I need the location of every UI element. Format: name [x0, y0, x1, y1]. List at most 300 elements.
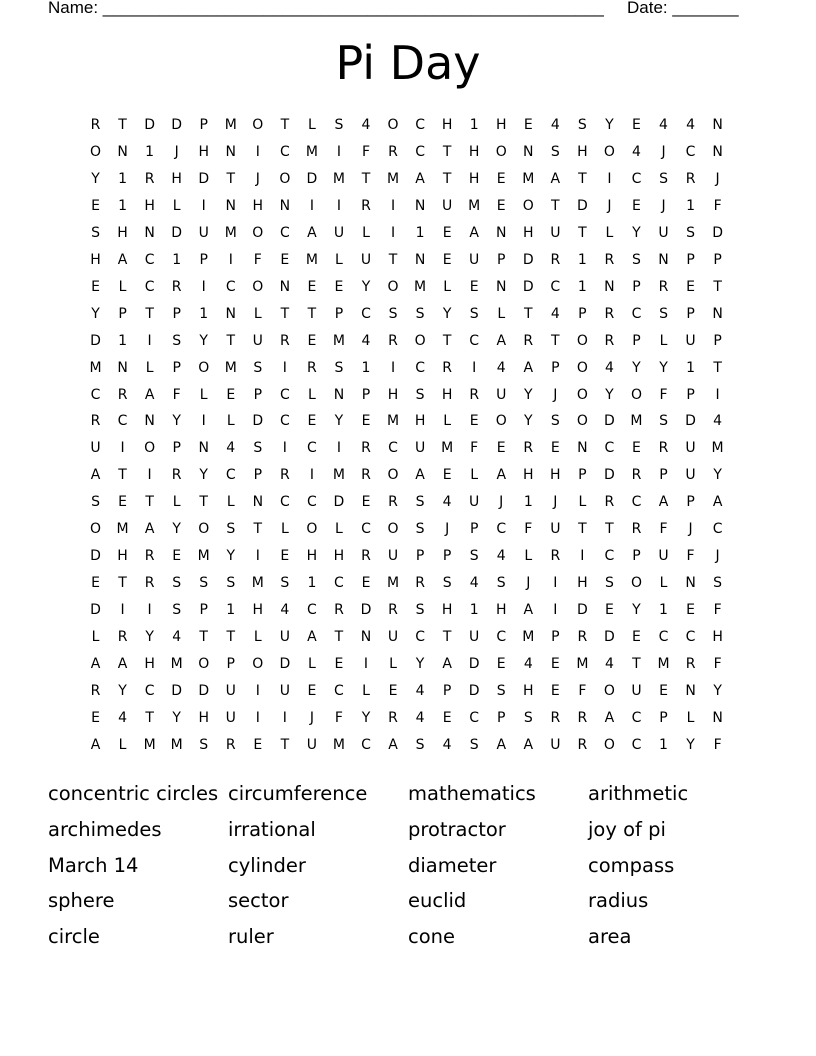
- grid-letter: L: [226, 494, 235, 511]
- grid-letter: C: [279, 494, 290, 511]
- grid-letter: S: [415, 494, 425, 511]
- grid-letter: S: [415, 305, 425, 322]
- grid-letter: U: [225, 709, 236, 726]
- grid-letter: E: [442, 224, 452, 241]
- grid-letter: H: [171, 170, 182, 187]
- grid-letter: T: [199, 629, 208, 646]
- grid-letter: E: [442, 251, 452, 268]
- grid-letter: Y: [442, 305, 452, 322]
- grid-letter: M: [332, 332, 345, 349]
- grid-letter: S: [550, 143, 560, 160]
- grid-letter: L: [145, 359, 154, 376]
- grid-letter: P: [686, 305, 695, 322]
- grid-letter: L: [659, 332, 668, 349]
- grid-letter: S: [632, 251, 641, 268]
- grid-letter: P: [551, 359, 560, 376]
- grid-letter: A: [712, 494, 723, 511]
- grid-letter: J: [715, 548, 720, 565]
- grid-letter: F: [659, 386, 668, 403]
- grid-letter: R: [144, 170, 155, 187]
- grid-letter: R: [577, 736, 588, 753]
- grid-letter: J: [688, 521, 693, 538]
- grid-letter: O: [576, 332, 588, 349]
- grid-letter: L: [686, 709, 695, 726]
- grid-letter: S: [226, 575, 236, 592]
- grid-letter: D: [144, 117, 155, 133]
- grid-letter: N: [577, 440, 588, 457]
- grid-letter: R: [577, 709, 588, 726]
- grid-letter: 4: [226, 440, 236, 457]
- grid-letter: T: [199, 494, 208, 511]
- grid-letter: P: [659, 709, 668, 726]
- grid-letter: E: [550, 656, 560, 673]
- grid-letter: S: [659, 305, 668, 322]
- grid-letter: I: [201, 278, 206, 295]
- grid-letter: N: [279, 197, 291, 214]
- grid-letter: H: [198, 143, 209, 160]
- grid-letter: T: [578, 170, 587, 187]
- grid-letter: U: [252, 332, 263, 349]
- grid-letter: R: [415, 575, 425, 592]
- grid-letter: R: [469, 386, 480, 403]
- grid-letter: E: [523, 117, 533, 133]
- grid-letter: C: [334, 575, 344, 592]
- grid-letter: C: [631, 736, 642, 753]
- grid-letter: S: [280, 575, 290, 592]
- grid-letter: 1: [226, 602, 236, 619]
- grid-letter: C: [415, 117, 425, 133]
- grid-letter: P: [686, 494, 695, 511]
- grid-letter: C: [631, 709, 642, 726]
- grid-letter: I: [255, 683, 260, 700]
- grid-letter: J: [661, 197, 666, 214]
- grid-letter: P: [253, 467, 263, 484]
- grid-letter: E: [469, 278, 479, 295]
- grid-letter: 4: [172, 629, 182, 646]
- grid-letter: C: [685, 629, 696, 646]
- grid-letter: D: [360, 602, 372, 619]
- grid-letter: C: [279, 413, 290, 430]
- grid-letter: L: [443, 278, 452, 295]
- grid-letter: E: [686, 602, 695, 619]
- grid-letter: J: [174, 143, 179, 160]
- grid-letter: U: [387, 548, 399, 565]
- grid-letter: R: [361, 548, 371, 565]
- grid-letter: A: [144, 521, 155, 538]
- grid-letter: S: [253, 359, 263, 376]
- grid-letter: R: [225, 736, 236, 753]
- grid-letter: P: [172, 305, 181, 322]
- grid-letter: T: [578, 521, 587, 538]
- grid-letter: P: [226, 656, 235, 673]
- grid-letter: U: [685, 440, 696, 457]
- grid-letter: D: [90, 332, 101, 349]
- grid-letter: 1: [118, 332, 128, 349]
- grid-letter: Y: [361, 278, 371, 295]
- grid-letter: 4: [659, 117, 668, 133]
- grid-letter: I: [390, 224, 396, 241]
- grid-letter: A: [604, 709, 615, 726]
- grid-letter: 1: [577, 251, 587, 268]
- grid-letter: M: [414, 278, 427, 295]
- grid-letter: C: [307, 602, 317, 619]
- grid-letter: H: [495, 117, 507, 133]
- grid-letter: T: [280, 736, 290, 753]
- grid-letter: L: [605, 224, 614, 241]
- grid-letter: S: [91, 224, 100, 241]
- grid-letter: H: [387, 386, 399, 403]
- grid-letter: I: [228, 251, 233, 268]
- grid-letter: E: [253, 736, 263, 753]
- grid-letter: E: [334, 278, 344, 295]
- grid-letter: M: [305, 143, 318, 160]
- grid-letter: 4: [280, 602, 290, 619]
- grid-letter: C: [225, 467, 236, 484]
- grid-letter: N: [712, 709, 723, 726]
- grid-letter: O: [252, 117, 264, 133]
- grid-letter: A: [550, 170, 561, 187]
- grid-letter: C: [469, 709, 480, 726]
- grid-letter: P: [118, 305, 127, 322]
- grid-letter: E: [469, 413, 479, 430]
- grid-letter: U: [685, 332, 696, 349]
- grid-letter: D: [171, 224, 183, 241]
- grid-letter: H: [333, 548, 345, 565]
- grid-letter: 1: [686, 359, 696, 376]
- grid-letter: S: [659, 170, 668, 187]
- grid-letter: T: [551, 332, 560, 349]
- grid-letter: O: [576, 386, 588, 403]
- grid-letter: M: [116, 521, 129, 538]
- grid-letter: R: [361, 467, 371, 484]
- grid-letter: Y: [523, 386, 533, 403]
- grid-letter: M: [576, 656, 589, 673]
- grid-letter: Y: [334, 413, 344, 430]
- grid-letter: R: [604, 251, 615, 268]
- grid-letter: J: [607, 197, 612, 214]
- grid-letter: S: [415, 521, 425, 538]
- grid-letter: D: [279, 656, 291, 673]
- grid-letter: Y: [91, 170, 100, 187]
- grid-letter: M: [332, 467, 345, 484]
- grid-letter: S: [334, 117, 344, 133]
- grid-letter: A: [523, 736, 534, 753]
- grid-letter: Y: [172, 709, 181, 726]
- grid-letter: U: [279, 629, 290, 646]
- grid-letter: I: [282, 440, 287, 457]
- grid-letter: L: [199, 386, 208, 403]
- grid-letter: T: [632, 656, 641, 673]
- grid-letter: R: [334, 602, 344, 619]
- grid-letter: A: [117, 656, 128, 673]
- grid-letter: E: [280, 548, 290, 565]
- grid-letter: J: [499, 494, 504, 511]
- grid-letter: N: [495, 278, 507, 295]
- grid-letter: U: [225, 683, 236, 700]
- grid-letter: C: [144, 251, 155, 268]
- date-field[interactable]: Date: _______: [627, 0, 739, 17]
- word-bank-item: ruler: [228, 925, 274, 949]
- grid-letter: E: [632, 117, 641, 133]
- grid-letter: C: [117, 413, 128, 430]
- grid-letter: P: [497, 709, 506, 726]
- grid-letter: I: [390, 359, 396, 376]
- grid-letter: R: [90, 683, 101, 700]
- grid-letter: T: [118, 575, 127, 592]
- grid-letter: L: [578, 494, 587, 511]
- grid-letter: E: [496, 170, 506, 187]
- grid-letter: O: [198, 359, 210, 376]
- grid-letter: H: [550, 467, 561, 484]
- grid-letter: I: [255, 143, 260, 160]
- grid-letter: N: [225, 143, 236, 160]
- grid-letter: I: [201, 197, 206, 214]
- grid-letter: R: [144, 575, 155, 592]
- grid-letter: P: [632, 278, 641, 295]
- grid-letter: U: [279, 683, 290, 700]
- grid-letter: D: [604, 467, 615, 484]
- grid-letter: Y: [118, 683, 127, 700]
- grid-letter: 1: [361, 359, 371, 376]
- grid-letter: Y: [713, 683, 722, 700]
- grid-letter: L: [253, 305, 262, 322]
- grid-letter: I: [715, 386, 720, 403]
- grid-letter: T: [361, 170, 371, 187]
- grid-letter: P: [442, 548, 452, 565]
- grid-letter: 1: [523, 494, 533, 511]
- grid-letter: P: [442, 683, 452, 700]
- grid-letter: C: [307, 494, 317, 511]
- grid-letter: A: [415, 467, 425, 484]
- grid-letter: P: [713, 332, 722, 349]
- grid-letter: 4: [361, 117, 371, 133]
- grid-letter: T: [551, 197, 560, 214]
- word-bank-item: concentric circles: [48, 782, 219, 805]
- grid-letter: Y: [632, 224, 641, 241]
- grid-letter: T: [280, 305, 290, 322]
- grid-letter: C: [685, 143, 696, 160]
- grid-letter: J: [553, 386, 558, 403]
- grid-letter: T: [118, 117, 127, 133]
- grid-letter: 1: [415, 224, 425, 241]
- grid-letter: E: [361, 494, 371, 511]
- grid-letter: L: [307, 656, 316, 673]
- grid-letter: M: [89, 359, 102, 376]
- grid-letter: E: [632, 197, 641, 214]
- grid-letter: I: [201, 413, 206, 430]
- grid-letter: P: [497, 251, 506, 268]
- grid-letter: M: [170, 656, 183, 673]
- grid-letter: N: [333, 386, 345, 403]
- grid-letter: S: [415, 602, 425, 619]
- grid-letter: M: [441, 440, 454, 457]
- grid-letter: O: [414, 332, 426, 349]
- grid-letter: C: [631, 305, 642, 322]
- grid-letter: O: [387, 117, 399, 133]
- grid-letter: D: [576, 602, 588, 619]
- grid-letter: D: [576, 197, 588, 214]
- grid-letter: R: [577, 629, 588, 646]
- grid-letter: C: [388, 440, 398, 457]
- grid-letter: 1: [577, 278, 587, 295]
- grid-letter: N: [252, 494, 264, 511]
- grid-letter: E: [388, 683, 398, 700]
- grid-letter: L: [118, 278, 127, 295]
- grid-letter: Y: [605, 117, 614, 133]
- grid-letter: M: [224, 117, 237, 133]
- grid-letter: E: [280, 251, 290, 268]
- word-bank-item: arithmetic: [588, 782, 689, 805]
- grid-letter: 4: [415, 683, 425, 700]
- grid-letter: U: [90, 440, 101, 457]
- grid-letter: T: [280, 117, 290, 133]
- grid-letter: R: [604, 332, 615, 349]
- grid-letter: P: [632, 332, 641, 349]
- grid-letter: A: [90, 736, 101, 753]
- grid-letter: C: [144, 683, 155, 700]
- grid-letter: 1: [145, 143, 155, 160]
- grid-letter: L: [280, 521, 289, 538]
- grid-letter: T: [226, 332, 236, 349]
- grid-letter: U: [550, 736, 561, 753]
- grid-letter: R: [307, 359, 317, 376]
- grid-letter: 4: [415, 709, 425, 726]
- grid-letter: 1: [469, 117, 479, 133]
- grid-letter: R: [361, 440, 371, 457]
- grid-letter: D: [90, 548, 101, 565]
- word-bank-item: radius: [588, 889, 649, 913]
- grid-letter: C: [279, 143, 290, 160]
- grid-letter: D: [712, 224, 723, 241]
- grid-letter: D: [604, 629, 615, 646]
- grid-letter: Y: [632, 602, 641, 619]
- grid-letter: S: [523, 709, 533, 726]
- grid-letter: I: [336, 440, 342, 457]
- grid-letter: M: [630, 413, 643, 430]
- grid-letter: I: [120, 602, 125, 619]
- word-bank-item: joy of pi: [588, 817, 666, 841]
- grid-letter: E: [91, 709, 100, 726]
- grid-letter: U: [550, 521, 561, 538]
- grid-letter: E: [550, 683, 560, 700]
- grid-letter: D: [306, 170, 318, 187]
- grid-letter: T: [713, 278, 722, 295]
- word-bank-item: sphere: [48, 889, 115, 913]
- grid-letter: P: [172, 359, 181, 376]
- grid-letter: E: [307, 332, 317, 349]
- grid-letter: F: [361, 143, 371, 160]
- grid-letter: C: [415, 143, 425, 160]
- grid-letter: R: [279, 332, 290, 349]
- grid-letter: E: [550, 440, 560, 457]
- grid-letter: F: [713, 197, 722, 214]
- grid-letter: U: [469, 494, 480, 511]
- grid-letter: A: [90, 656, 101, 673]
- grid-letter: N: [495, 224, 507, 241]
- grid-letter: C: [225, 278, 236, 295]
- grid-letter: 4: [713, 413, 723, 430]
- grid-letter: P: [199, 251, 208, 268]
- grid-letter: H: [414, 413, 426, 430]
- grid-letter: F: [524, 521, 533, 538]
- grid-letter: 4: [469, 575, 479, 592]
- grid-letter: Y: [199, 467, 208, 484]
- word-bank-item: circle: [48, 925, 100, 949]
- grid-letter: H: [117, 224, 128, 241]
- grid-letter: M: [332, 736, 345, 753]
- grid-letter: P: [578, 467, 587, 484]
- grid-letter: S: [686, 224, 695, 241]
- grid-letter: N: [144, 413, 155, 430]
- grid-letter: S: [577, 117, 587, 133]
- grid-letter: S: [415, 386, 425, 403]
- grid-letter: O: [495, 143, 507, 160]
- grid-letter: 4: [496, 548, 506, 565]
- grid-letter: O: [576, 359, 588, 376]
- grid-letter: Y: [659, 359, 668, 376]
- grid-letter: J: [661, 143, 666, 160]
- grid-letter: M: [224, 224, 237, 241]
- grid-letter: D: [333, 494, 345, 511]
- word-search-grid: [82, 112, 731, 759]
- grid-letter: U: [550, 224, 561, 241]
- grid-letter: R: [90, 117, 101, 133]
- grid-letter: I: [553, 602, 558, 619]
- grid-letter: D: [90, 602, 101, 619]
- grid-letter: D: [468, 683, 480, 700]
- grid-letter: I: [336, 143, 342, 160]
- grid-letter: Y: [145, 629, 154, 646]
- grid-letter: H: [252, 197, 264, 214]
- name-field[interactable]: Name: _____________________________________________________: [48, 0, 604, 17]
- grid-letter: R: [685, 656, 696, 673]
- grid-letter: I: [553, 575, 558, 592]
- grid-letter: L: [659, 575, 668, 592]
- grid-letter: L: [335, 251, 343, 268]
- grid-letter: P: [361, 386, 371, 403]
- grid-letter: I: [309, 467, 314, 484]
- grid-letter: E: [226, 386, 236, 403]
- grid-letter: E: [496, 197, 506, 214]
- grid-letter: M: [197, 548, 210, 565]
- grid-letter: S: [713, 575, 723, 592]
- grid-letter: L: [497, 305, 506, 322]
- grid-letter: A: [307, 629, 317, 646]
- grid-letter: H: [523, 683, 534, 700]
- grid-letter: N: [712, 143, 723, 160]
- word-bank-item: compass: [588, 853, 675, 877]
- grid-letter: 1: [199, 305, 209, 322]
- grid-letter: U: [469, 251, 480, 268]
- word-bank-item: diameter: [408, 853, 497, 877]
- grid-letter: R: [388, 143, 398, 160]
- grid-letter: E: [686, 278, 695, 295]
- grid-letter: A: [388, 736, 398, 753]
- grid-letter: P: [686, 386, 695, 403]
- grid-letter: L: [253, 629, 262, 646]
- grid-letter: T: [118, 467, 127, 484]
- grid-letter: M: [386, 575, 400, 592]
- grid-letter: 4: [604, 656, 614, 673]
- grid-letter: N: [360, 629, 372, 646]
- grid-letter: S: [172, 332, 182, 349]
- grid-letter: I: [309, 197, 314, 214]
- grid-letter: P: [632, 548, 641, 565]
- grid-letter: I: [580, 548, 585, 565]
- grid-letter: C: [658, 629, 669, 646]
- word-bank-item: cylinder: [228, 853, 306, 877]
- grid-letter: 4: [523, 656, 533, 673]
